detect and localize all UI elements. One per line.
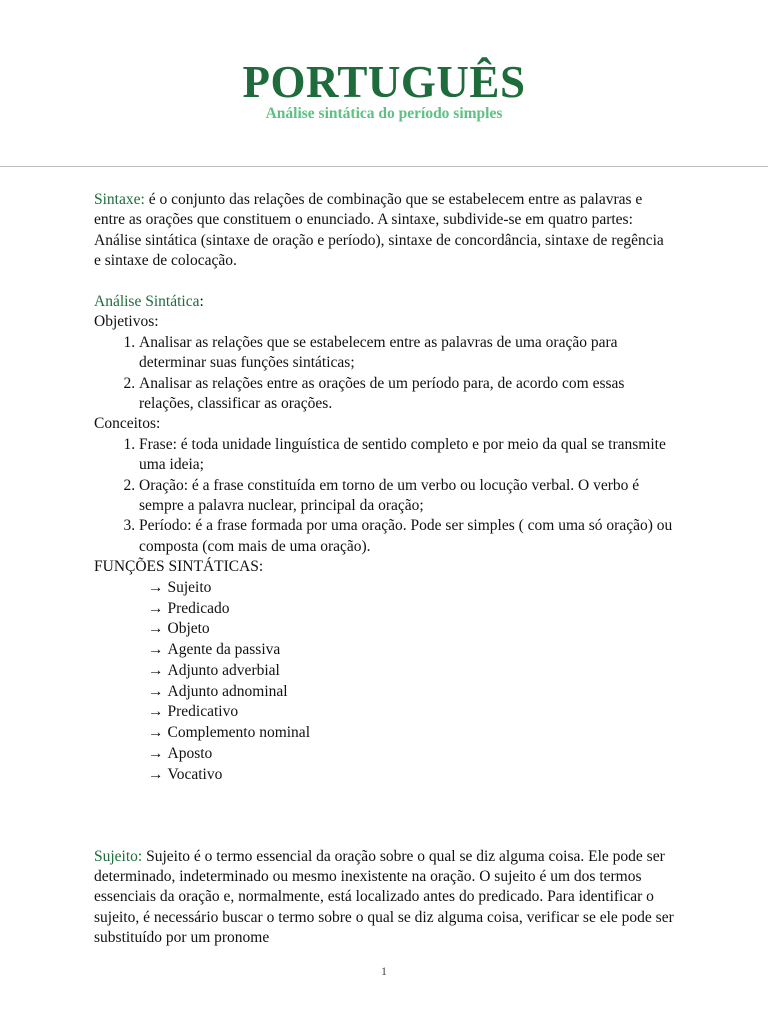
document-title: PORTUGUÊS	[242, 57, 526, 107]
conceitos-list	[94, 435, 674, 557]
objetivos-list	[94, 333, 674, 415]
analise-colon: :	[199, 293, 204, 311]
analise-heading	[94, 292, 674, 312]
document-body	[94, 190, 674, 949]
funcao-label: Objeto	[167, 620, 210, 638]
list-item	[148, 765, 674, 786]
list-item	[148, 723, 674, 744]
sintaxe-text: é o conjunto das relações de combinação que se estabelecem entre as palavras e entre as orações que constituem o enunciado. A sintaxe, subdivide-se em quatro partes: Análise sintática (sintaxe de oração e período), sintaxe de concordância, sintaxe de regência e sintaxe de colocação.	[94, 191, 664, 270]
arrow-right-icon: →	[148, 724, 164, 742]
page-number: 1	[381, 964, 387, 978]
funcoes-heading: FUNÇÕES SINTÁTICAS:	[94, 558, 264, 576]
list-item	[148, 619, 674, 640]
arrow-right-icon: →	[148, 599, 164, 617]
list-item	[148, 661, 674, 682]
list-item	[148, 578, 674, 599]
funcao-label: Predicativo	[167, 703, 239, 721]
arrow-right-icon: →	[148, 578, 164, 596]
arrow-right-icon: →	[148, 703, 164, 721]
list-item: 2. Oração: é a frase constituída em torno de um verbo ou locução verbal. O verbo é sempre a palavra nuclear, principal da oração;	[139, 476, 674, 517]
funcao-label: Adjunto adnominal	[167, 682, 288, 700]
document-subtitle: Análise sintática do período simples	[265, 105, 503, 122]
spacer	[94, 786, 674, 847]
objetivos-heading: Objetivos:	[94, 313, 159, 331]
arrow-right-icon: →	[148, 641, 164, 659]
sintaxe-paragraph	[94, 190, 674, 272]
list-item: 1. Frase: é toda unidade linguística de sentido completo e por meio da qual se transmite uma ideia;	[139, 435, 674, 476]
arrow-right-icon: →	[148, 661, 164, 679]
sintaxe-label: Sintaxe:	[94, 191, 145, 208]
list-item: 1. Analisar as relações que se estabelecem entre as palavras de uma oração para determinar suas funções sintáticas;	[139, 333, 674, 374]
funcao-label: Sujeito	[167, 578, 212, 596]
list-item: 3. Período: é a frase formada por uma oração. Pode ser simples ( com uma só oração) ou composta (com mais de uma oração).	[139, 516, 674, 557]
funcao-label: Agente da passiva	[167, 641, 281, 659]
arrow-right-icon: →	[148, 682, 164, 700]
list-item	[148, 640, 674, 661]
list-item	[148, 682, 674, 703]
funcao-label: Adjunto adverbial	[167, 661, 280, 679]
sujeito-text: Sujeito é o termo essencial da oração sobre o qual se diz alguma coisa. Ele pode ser determinado, indeterminado ou mesmo inexistente na oração. O sujeito é um dos termos essenciais da oração e, normalmente, está localizado antes do predicado. Para identificar o sujeito, é necessário buscar o termo sobre o qual se diz alguma coisa, verificar se ele pode ser substituído por um pronome	[94, 847, 674, 947]
arrow-right-icon: →	[148, 765, 164, 783]
list-item	[148, 744, 674, 765]
list-item	[148, 702, 674, 723]
arrow-right-icon: →	[148, 620, 164, 638]
funcoes-list	[94, 578, 674, 786]
funcao-label: Aposto	[167, 745, 213, 763]
analise-label: Análise Sintática	[94, 293, 200, 311]
funcao-label: Vocativo	[167, 765, 223, 783]
list-item	[148, 599, 674, 620]
sujeito-label: Sujeito:	[94, 847, 143, 865]
funcao-label: Complemento nominal	[167, 724, 310, 742]
funcao-label: Predicado	[167, 599, 230, 617]
list-item: 2. Analisar as relações entre as orações de um período para, de acordo com essas relações, classificar as orações.	[139, 374, 674, 415]
sujeito-paragraph	[94, 847, 674, 949]
arrow-right-icon: →	[148, 745, 164, 763]
conceitos-heading: Conceitos:	[94, 415, 161, 433]
spacer	[94, 272, 674, 292]
header-divider	[0, 166, 768, 167]
